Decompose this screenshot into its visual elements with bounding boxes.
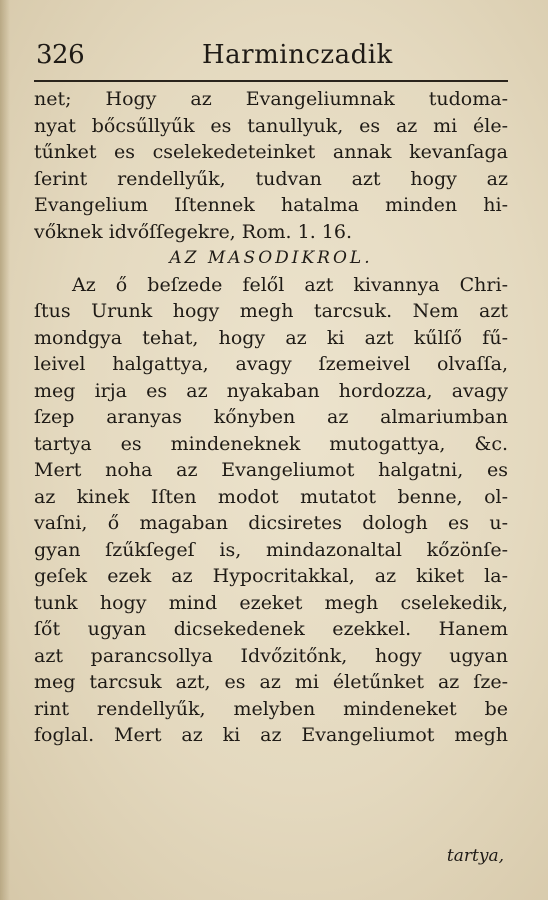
text-line: ſzep aranyas kőnyben az almariumban	[34, 406, 508, 428]
text-line: geſek ezek az Hypocritakkal, az kiket la-	[34, 565, 508, 587]
text-line: ſtus Urunk hogy megh tarcsuk. Nem azt	[34, 300, 508, 322]
catchword: tartya,	[446, 846, 504, 866]
body-text	[34, 86, 508, 749]
text-line: vaſni, ő magaban dicsiretes dologh es u-	[34, 512, 508, 534]
text-line: ſerint rendellyűk, tudvan azt hogy az	[34, 167, 508, 190]
text-line: vőknek idvőſſegekre, Rom. 1. 16.	[34, 220, 352, 243]
text-line: rint rendellyűk, melyben mindeneket be	[34, 697, 508, 720]
text-line: ſőt ugyan dicsekedenek ezekkel. Hanem	[34, 618, 508, 640]
text-line: tunk hogy mind ezeket megh cselekedik,	[34, 591, 508, 614]
text-line: Az ő beſzede felől azt kivannya Chri-	[72, 273, 508, 296]
text-line: az kinek Iſten modot mutatot benne, ol-	[34, 485, 508, 508]
text-line: leivel halgattya, avagy ſzemeivel olvaſſa,	[34, 353, 508, 375]
text-line: foglal. Mert az ki az Evangeliumot megh	[34, 724, 508, 746]
text-line: Mert noha az Evangeliumot halgatni, es	[34, 459, 508, 481]
text-line: meg tarcsuk azt, es az mi életűnket az ſze-	[34, 671, 508, 693]
text-line: meg irja es az nyakaban hordozza, avagy	[34, 379, 508, 402]
text-line: mondgya tehat, hogy az ki azt kűlſő fű-	[34, 326, 508, 349]
text-line: Evangelium Iſtennek hatalma minden hi-	[34, 194, 508, 216]
text-line: tartya es mindeneknek mutogattya, &c.	[34, 432, 508, 455]
page-number: 326	[36, 40, 85, 70]
text-line: nyat bőcsűllyűk es tanullyuk, es az mi éle-	[34, 114, 508, 137]
text-line: tűnket es cselekedeteinket annak kevanſaga	[34, 141, 508, 163]
text-line: net; Hogy az Evangeliumnak tudoma-	[34, 88, 508, 110]
text-line: azt parancsollya Idvőzitőnk, hogy ugyan	[34, 644, 508, 667]
text-line: gyan ſzűkſegeſ is, mindazonaltal kőzönſe-	[34, 538, 508, 561]
header-rule	[34, 80, 508, 82]
running-head: Harminczadik	[202, 40, 393, 70]
page-header	[34, 34, 508, 78]
section-heading: AZ MASODIKROL.	[169, 248, 373, 268]
